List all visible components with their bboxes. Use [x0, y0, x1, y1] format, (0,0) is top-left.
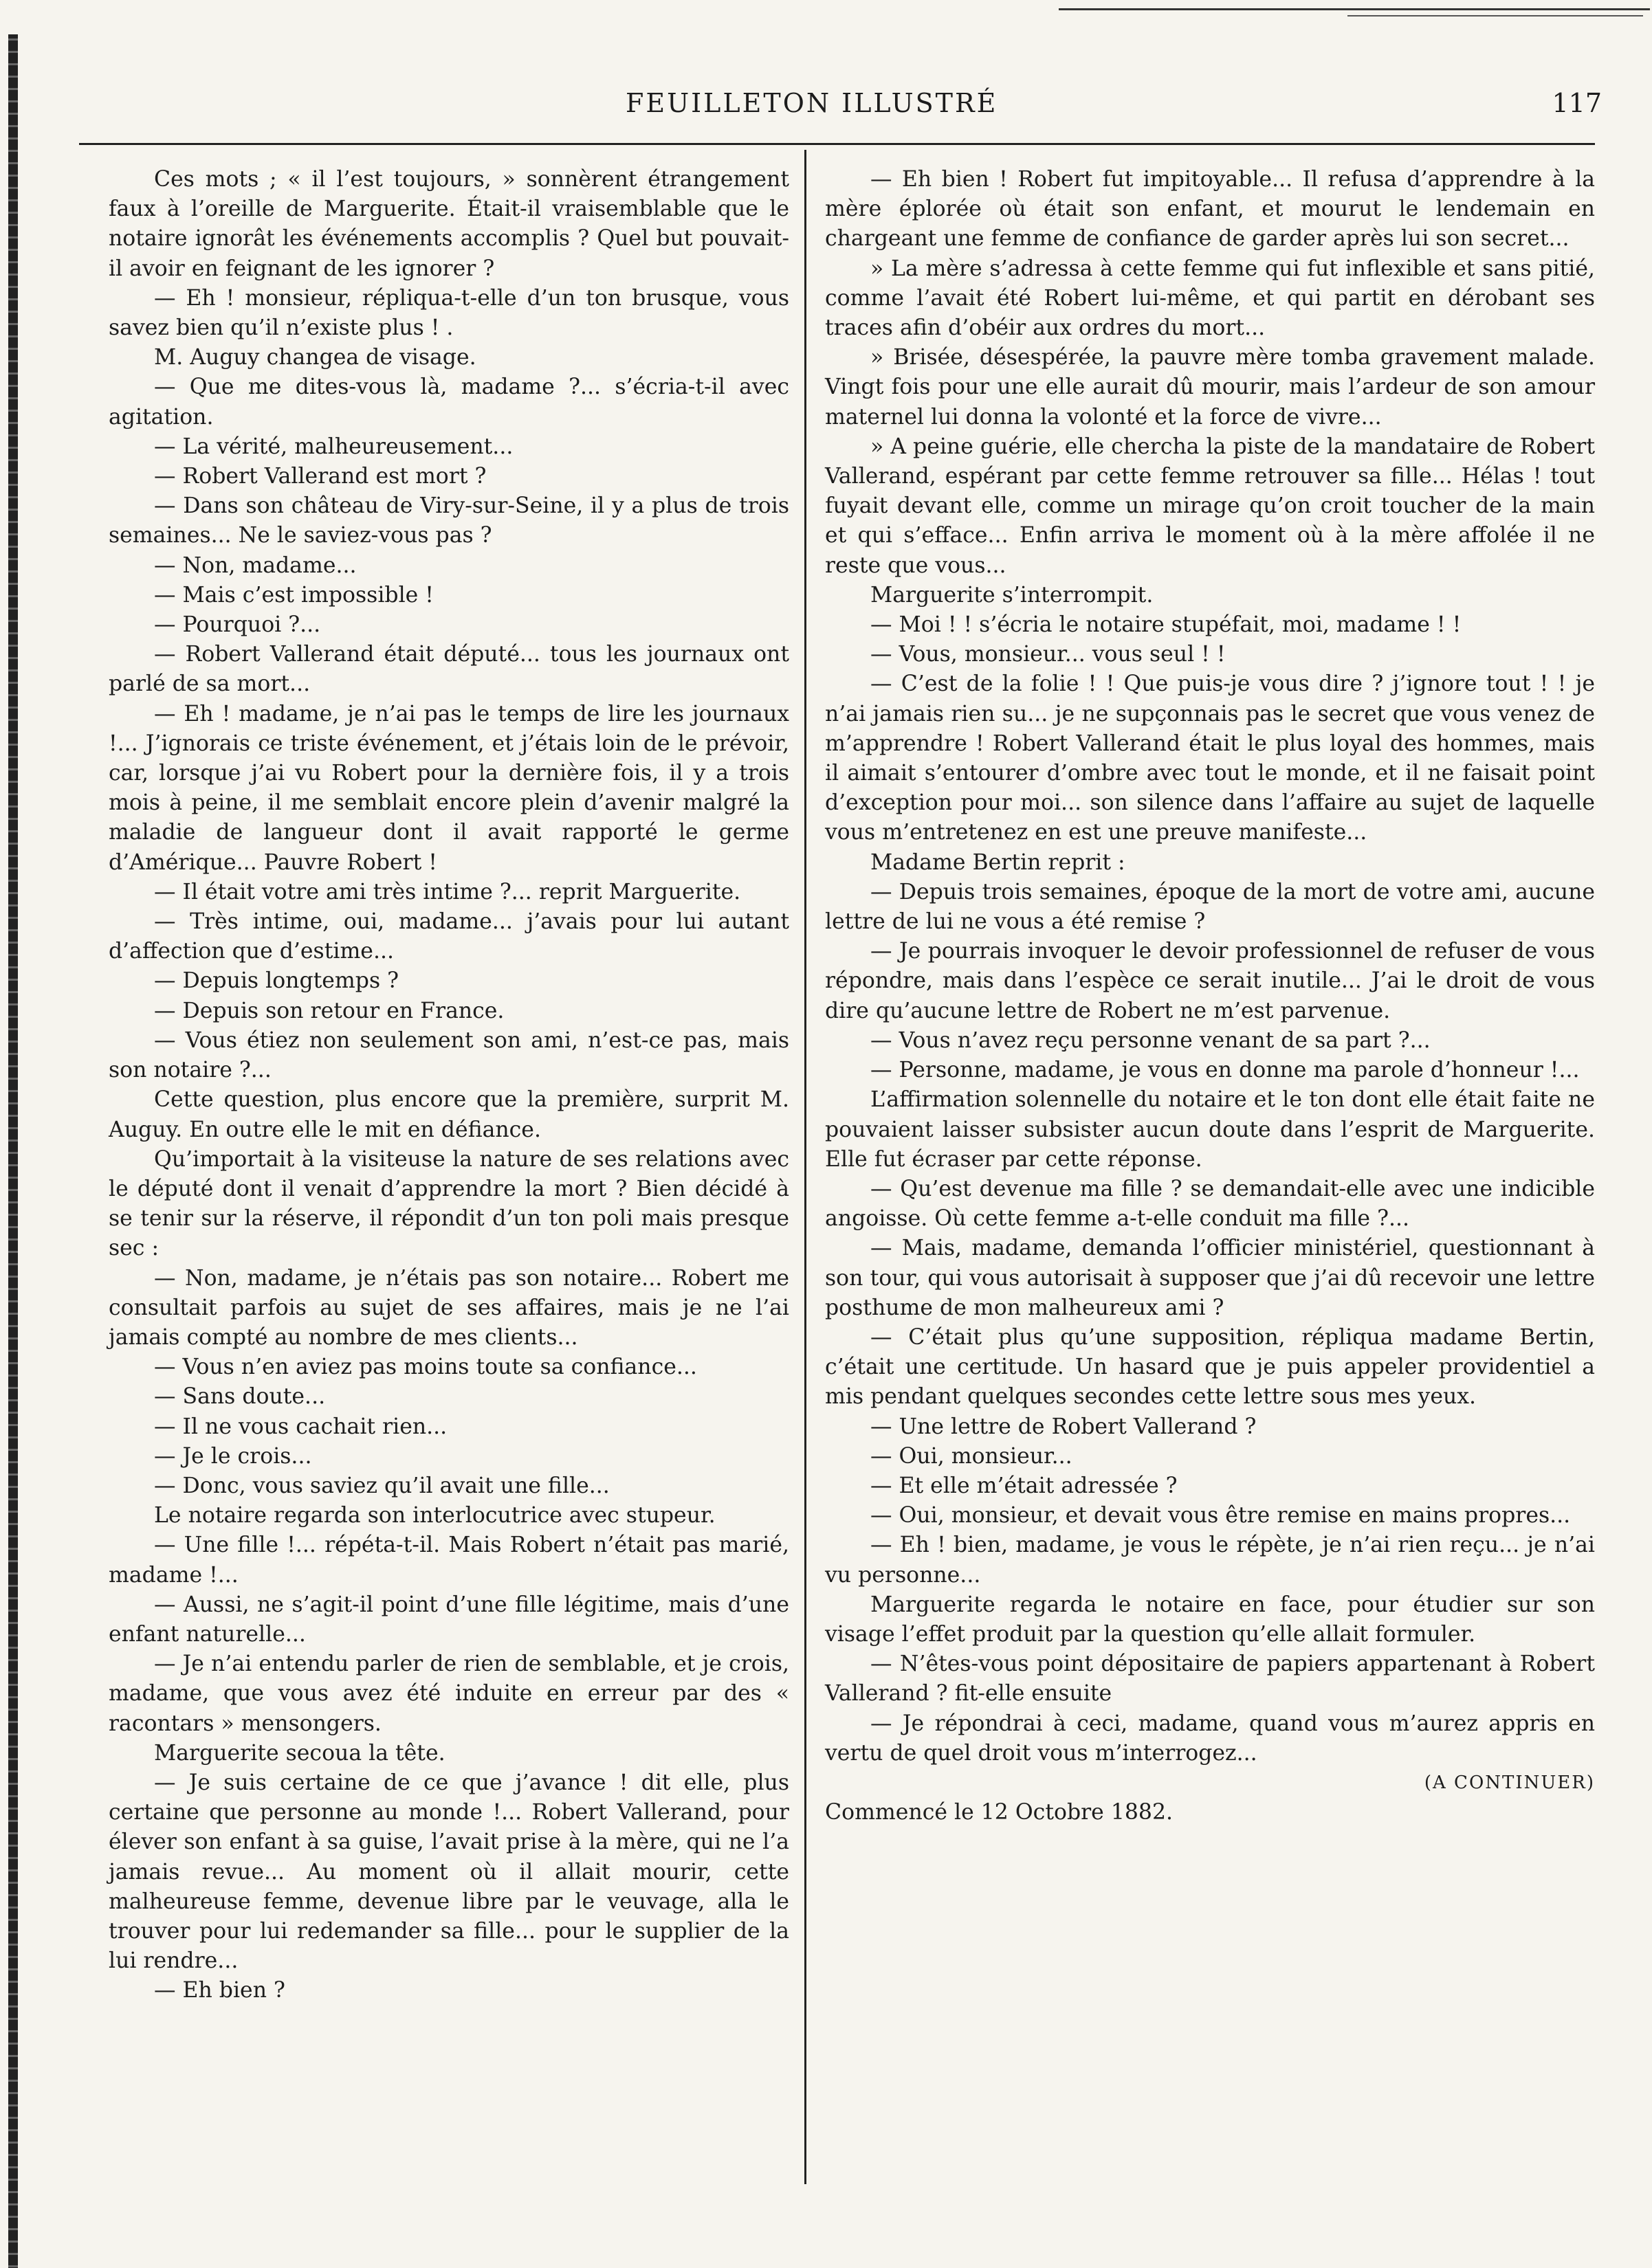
paragraph: » Brisée, désespérée, la pauvre mère tomba gravement malade. Vingt fois pour une elle aurait dû mourir, mais l’ardeur de son amour maternel lui donna la volonté et la force de vivre... — [825, 345, 1595, 430]
running-title: FEUILLETON ILLUSTRÉ — [626, 88, 998, 118]
paragraph: — Vous étiez non seulement son ami, n’est-ce pas, mais son notaire ?... — [109, 1027, 789, 1083]
paragraph: Marguerite regarda le notaire en face, pour étudier sur son visage l’effet produit par la question qu’elle allait formuler. — [825, 1592, 1595, 1647]
paragraph: — Vous n’avez reçu personne venant de sa part ?... — [870, 1027, 1431, 1053]
column-divider — [804, 150, 806, 2184]
paragraph: — Très intime, oui, madame... j’avais pour lui autant d’affection que d’estime... — [109, 909, 789, 964]
paragraph: Qu’importait à la visiteuse la nature de ses relations avec le député dont il venait d’apprendre la mort ? Bien décidé à se tenir sur la réserve, il répondit d’un ton poli mais presque sec : — [109, 1146, 789, 1261]
paragraph: — Oui, monsieur, et devait vous être remise en mains propres... — [870, 1503, 1571, 1528]
page-header — [76, 88, 1602, 129]
top-rule-secondary — [1347, 15, 1643, 16]
paragraph: — Je répondrai à ceci, madame, quand vous m’aurez appris en vertu de quel droit vous m’interrogez... — [825, 1711, 1595, 1766]
start-date-note: Commencé le 12 Octobre 1882. — [825, 1800, 1173, 1825]
paragraph: — Je suis certaine de ce que j’avance ! dit elle, plus certaine que personne au monde !... Robert Vallerand, pour élever son enfant à sa guise, l’avait prise à la mère, qui ne l’a jamais revue... Au moment où il allait mourir, cette malheureuse femme, devenue libre par le veuvage, alla le trouver pour lui redemander sa fille... pour le supplier de la lui rendre... — [109, 1770, 789, 1974]
page-number: 117 — [1552, 88, 1602, 118]
paragraph: — Depuis trois semaines, époque de la mort de votre ami, aucune lettre de lui ne vous a été remise ? — [825, 879, 1595, 935]
paragraph: — Eh ! monsieur, répliqua-t-elle d’un ton brusque, vous savez bien qu’il n’existe plus ! . — [109, 285, 789, 341]
paragraph: — Non, madame, je n’étais pas son notaire... Robert me consultait parfois au sujet de ses affaires, mais je ne l’ai jamais compté au nombre de mes clients... — [109, 1265, 789, 1350]
paragraph: — C’est de la folie ! ! Que puis-je vous dire ? j’ignore tout ! ! je n’ai jamais rien su... je ne supçonnais pas le secret que vous venez de m’apprendre ! Robert Vallerand était le plus loyal des hommes, mais il aimait s’entourer d’ombre avec tout le monde, et il ne faisait point d’exception pour moi... son silence dans l’affaire au sujet de laquelle vous m’entretenez en est une preuve manifeste... — [825, 671, 1595, 845]
paragraph: — Pourquoi ?... — [154, 612, 321, 638]
paragraph: Marguerite secoua la tête. — [154, 1740, 445, 1766]
header-rule — [79, 143, 1595, 145]
paragraph: — La vérité, malheureusement... — [154, 434, 514, 459]
paragraph: » La mère s’adressa à cette femme qui fut inflexible et sans pitié, comme l’avait été Robert lui-même, et qui partit en dérobant ses traces afin d’obéir aux ordres du mort... — [825, 256, 1595, 341]
paragraph: — Que me dites-vous là, madame ?... s’écria-t-il avec agitation. — [109, 375, 789, 430]
paragraph: Marguerite s’interrompit. — [870, 582, 1154, 608]
paragraph: — Oui, monsieur... — [870, 1443, 1072, 1469]
paragraph: — Qu’est devenue ma fille ? se demandait-elle avec une indicible angoisse. Où cette femme a-t-elle conduit ma fille ?... — [825, 1176, 1595, 1232]
paragraph: — Robert Vallerand est mort ? — [154, 464, 487, 489]
paragraph: — Sans doute... — [154, 1384, 326, 1410]
paragraph: Cette question, plus encore que la première, surprit M. Auguy. En outre elle le mit en défiance. — [109, 1087, 789, 1142]
paragraph: — Moi ! ! s’écria le notaire stupéfait, moi, madame ! ! — [870, 612, 1462, 638]
paragraph: — Eh ! bien, madame, je vous le répète, je n’ai rien reçu... je n’ai vu personne... — [825, 1533, 1595, 1588]
paragraph: — Robert Vallerand était député... tous les journaux ont parlé de sa mort... — [109, 642, 789, 697]
paragraph: — Personne, madame, je vous en donne ma parole d’honneur !... — [870, 1058, 1580, 1083]
left-column — [109, 165, 789, 2006]
paragraph: — Je pourrais invoquer le devoir professionnel de refuser de vous répondre, mais dans l’espèce ce serait inutile... J’ai le droit de vous dire qu’aucune lettre de Robert ne m’est parvenue. — [825, 939, 1595, 1023]
paragraph: Ces mots ; « il l’est toujours, » sonnèrent étrangement faux à l’oreille de Marguerite. Était-il vraisemblable que le notaire ignorât les événements accomplis ? Quel but pouvait-il avoir en feignant de les ignorer ? — [109, 167, 789, 281]
paragraph: — Depuis longtemps ? — [154, 968, 399, 994]
paragraph: — Dans son château de Viry-sur-Seine, il y a plus de trois semaines... Ne le saviez-vous pas ? — [109, 493, 789, 548]
paragraph: — Mais, madame, demanda l’officier ministériel, questionnant à son tour, qui vous autorisait à supposer que j’ai dû recevoir une lettre posthume de mon malheureux ami ? — [825, 1236, 1595, 1320]
paragraph: Le notaire regarda son interlocutrice avec stupeur. — [154, 1503, 716, 1528]
paragraph: » A peine guérie, elle chercha la piste de la mandataire de Robert Vallerand, espérant par cette femme retrouver sa fille... Hélas ! tout fuyait devant elle, comme un mirage qu’on croit toucher de la main et qui s’efface... Enfin arriva le moment où à la mère affolée il ne reste que vous... — [825, 434, 1595, 578]
paragraph: — Je le crois... — [154, 1443, 312, 1469]
paragraph: — Eh ! madame, je n’ai pas le temps de lire les journaux !... J’ignorais ce triste événement, et j’étais loin de le prévoir, car, lorsque j’ai vu Robert pour la dernière fois, il y a trois mois à peine, il me semblait encore plein d’avenir malgré la maladie de langueur dont il avait rapporté le germe d’Amérique... Pauvre Robert ! — [109, 701, 789, 875]
paragraph: — Et elle m’était adressée ? — [870, 1473, 1178, 1498]
right-column — [825, 165, 1595, 1827]
paragraph: — Vous, monsieur... vous seul ! ! — [870, 642, 1226, 667]
paragraph: — Il ne vous cachait rien... — [154, 1414, 448, 1439]
paragraph: — Aussi, ne s’agit-il point d’une fille légitime, mais d’une enfant naturelle... — [109, 1592, 789, 1647]
paragraph: — Non, madame... — [154, 553, 357, 578]
paragraph: — Je n’ai entendu parler de rien de semblable, et je crois, madame, que vous avez été induite en erreur par des « racontars » mensongers. — [109, 1652, 789, 1736]
paragraph: — C’était plus qu’une supposition, répliqua madame Bertin, c’était une certitude. Un hasard que je puis appeler providentiel a mis pendant quelques secondes cette lettre sous mes yeux. — [825, 1324, 1595, 1410]
paragraph: L’affirmation solennelle du notaire et le ton dont elle était faite ne pouvaient laisser subsister aucun doute dans l’esprit de Marguerite. Elle fut écraser par cette réponse. — [825, 1087, 1595, 1172]
continuation-note: (A CONTINUER) — [1424, 1772, 1595, 1793]
paragraph: — Eh bien ? — [154, 1978, 285, 2003]
paragraph: — Depuis son retour en France. — [154, 998, 505, 1023]
top-rule — [1059, 8, 1650, 10]
paragraph: — Une fille !... répéta-t-il. Mais Robert n’était pas marié, madame !... — [109, 1533, 789, 1588]
paragraph: Madame Bertin reprit : — [870, 849, 1125, 875]
paragraph: — Une lettre de Robert Vallerand ? — [870, 1414, 1257, 1439]
paragraph: — Il était votre ami très intime ?... reprit Marguerite. — [154, 879, 741, 904]
paragraph: — Eh bien ! Robert fut impitoyable... Il refusa d’apprendre à la mère éplorée où était son enfant, et mourut le lendemain en chargeant une femme de confiance de garder après lui son secret... — [825, 167, 1595, 252]
paragraph: — Vous n’en aviez pas moins toute sa confiance... — [154, 1355, 697, 1380]
paragraph: M. Auguy changea de visage. — [154, 345, 476, 370]
paragraph: — Mais c’est impossible ! — [154, 582, 434, 608]
binding-edge — [8, 34, 18, 2268]
paragraph: — Donc, vous saviez qu’il avait une fille... — [154, 1473, 610, 1498]
paragraph: — N’êtes-vous point dépositaire de papiers appartenant à Robert Vallerand ? fit-elle ensuite — [825, 1652, 1595, 1706]
